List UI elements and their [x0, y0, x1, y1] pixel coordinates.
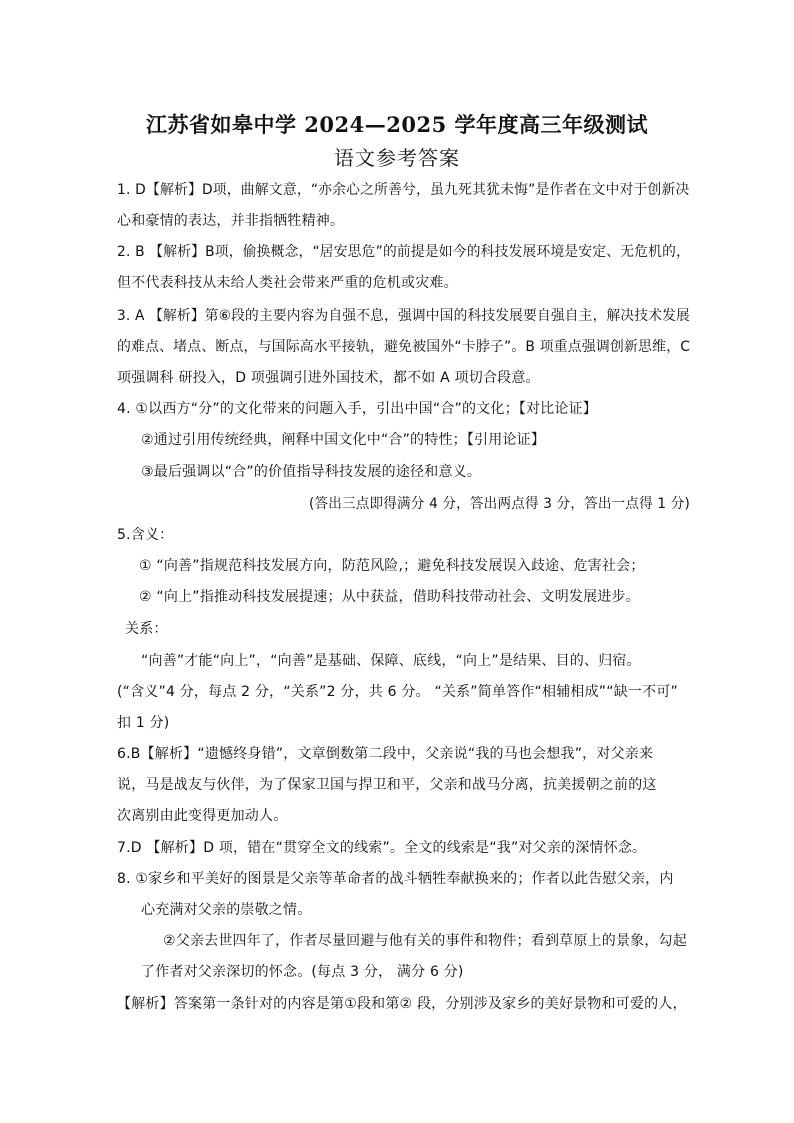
- answer-line: 3. A 【解析】第⑥段的主要内容为自强不息，强调中国的科技发展要自强自主，解决技术发展: [117, 308, 690, 324]
- answer-line: ① “向善”指规范科技发展方向，防范风险,；避免科技发展误入歧途、危害社会；: [139, 558, 645, 574]
- answer-line: 7.D 【解析】D 项，错在“贯穿全文的线索”。全文的线索是“我”对父亲的深情怀念。: [117, 840, 647, 856]
- answer-line: 次离别由此变得更加动人。: [117, 808, 288, 824]
- scoring-note: 了作者对父亲深切的怀念。(每点 3 分， 满分 6 分): [141, 964, 464, 980]
- answer-line: “向善”才能“向上”，“向善”是基础、保障、底线，“向上”是结果、目的、归宿。: [141, 653, 641, 669]
- answer-line: 心充满对父亲的崇敬之情。: [141, 902, 312, 918]
- answer-line: 关系：: [125, 621, 168, 637]
- scoring-note: (“含义”4 分，每点 2 分，“关系”2 分，共 6 分。 “关系”简单答作“相辅相成”“缺一不可”: [117, 684, 678, 700]
- answer-line: 6.B【解析】“遗憾终身错”，文章倒数第二段中，父亲说“我的马也会想我”，对父亲来: [117, 746, 654, 762]
- answer-line: 的难点、堵点、断点，与国际高水平接轨，避免被国外“卡脖子”。B 项重点强调创新思维，C: [117, 339, 691, 355]
- answer-line: 1. D【解析】D项，曲解文意，“亦余心之所善兮，虽九死其犹未悔”是作者在文中对于创新决: [117, 182, 690, 198]
- document-subtitle: 语文参考答案: [334, 146, 460, 170]
- answer-line: 说，马是战友与伙伴，为了保家卫国与捍卫和平，父亲和战马分离，抗美援朝之前的这: [117, 777, 657, 793]
- answer-line: ② “向上”指推动科技发展提速；从中获益，借助科技带动社会、文明发展进步。: [139, 589, 640, 605]
- scoring-note: 扣 1 分): [117, 715, 170, 731]
- answer-line: 【解析】答案第一条针对的内容是第①段和第② 段，分别涉及家乡的美好景物和可爱的人，: [117, 996, 687, 1012]
- answer-line: ②通过引用传统经典，阐释中国文化中“合”的特性；【引用论证】: [141, 432, 546, 448]
- document-title: 江苏省如皋中学 2024—2025 学年度高三年级测试: [145, 112, 648, 137]
- answer-line: 5.含义：: [117, 527, 174, 543]
- answer-line: 2. B 【解析】B项，偷换概念，“居安思危”的前提是如今的科技发展环境是安定、无危机的，: [117, 244, 691, 260]
- answer-line: ③最后强调以“合”的价值指导科技发展的途径和意义。: [141, 464, 482, 480]
- answer-line: ②父亲去世四年了，作者尽量回避与他有关的事件和物件；看到草原上的景象，勾起: [163, 933, 687, 949]
- answer-line: 心和豪情的表达，并非指牺牲精神。: [117, 213, 345, 229]
- answer-line: 但不代表科技从未给人类社会带来严重的危机或灾难。: [117, 275, 458, 291]
- answer-line: 项强调科 研投入，D 项强调引进外国技术，都不如 A 项切合段意。: [117, 370, 540, 386]
- answer-line: 4. ①以西方“分”的文化带来的问题入手，引出中国“合”的文化；【对比论证】: [117, 401, 597, 417]
- scoring-note: (答出三点即得满分 4 分，答出两点得 3 分，答出一点得 1 分): [309, 496, 690, 512]
- answer-line: 8. ①家乡和平美好的图景是父亲等革命者的战斗牺牲奉献换来的；作者以此告慰父亲，内: [117, 871, 674, 887]
